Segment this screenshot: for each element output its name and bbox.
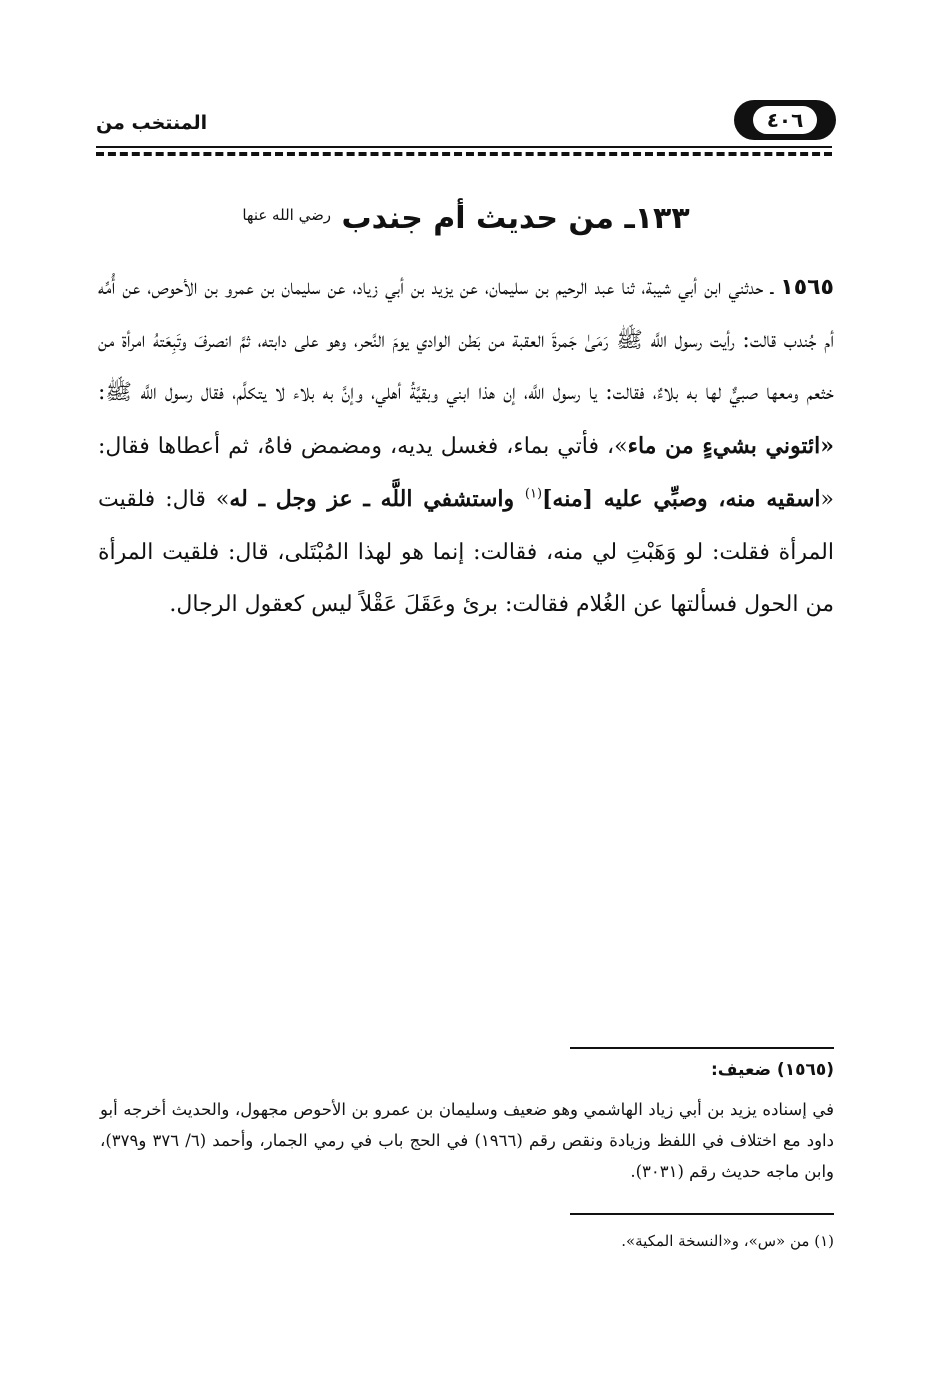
prophet-quote-1: «ائتوني بشيءٍ من ماء <box>627 432 834 459</box>
chapter-heading <box>96 190 836 244</box>
footnote-ref-1: (١) <box>524 486 543 502</box>
footnote-divider <box>570 1047 834 1049</box>
header-divider-dashed <box>96 152 832 156</box>
grading-explanation: في إسناده يزيد بن أبي زياد الهاشمي وهو ضعيف وسليمان بن عمرو بن الأحوص مجهول، والحديث أخرجه أبو داود مع اختلاف في اللفظ وزيادة ونقص رقم (١٩٦٦) في الحج باب في رمي الجمار، وأحمد (٦/ ٣٧٦ و٣٧٩)، وابن ماجه حديث رقم (٣٠٣١). <box>100 1100 834 1181</box>
running-title: المنتخب من <box>96 112 208 134</box>
hadith-end: » قال: فلقيت المرأة فقلت: لو وَهَبْتِ لي منه، فقالت: إنما هو لهذا المُبْتَلى، قال: فلقيت المرأة من الحول فسألتها عن الغُلام فقالت: برئ وعَقَلَ عَقْلاً ليس كعقول الرجال. <box>98 487 834 617</box>
hadith-middle: »، فأتي بماء، فغسل يديه، ومضمض فاهُ، ثم أعطاها فقال: « <box>98 433 835 512</box>
footnote-1: (١) من «س»، و«النسخة المكية». <box>621 1232 834 1250</box>
header-divider-solid <box>96 146 832 148</box>
prophet-quote-1-text: ائتوني بشيءٍ من ماء <box>627 432 821 459</box>
hadith-number: ١٥٦٥ <box>780 275 834 300</box>
hadith-grading: (١٥٦٥) ضعيف: <box>711 1060 834 1080</box>
note-divider <box>570 1213 834 1215</box>
header-divider <box>96 146 832 156</box>
hadith-text <box>98 262 834 632</box>
prophet-quote-3: واستشفي اللَّه ـ عز وجل ـ له <box>229 486 525 512</box>
chapter-title-text: ١٣٣ـ من حديث أم جندب <box>341 201 690 236</box>
honorific: رضي الله عنها <box>242 206 332 224</box>
prophet-quote-2: اسقيه منه، وصبِّي عليه [منه] <box>542 486 821 512</box>
hadith-intro: ـ حدثني ابن أبي شيبة، ثنا عبد الرحيم بن سليمان، عن يزيد بن أبي زياد، عن سليمان بن عمرو بن الأحوص، عن أُمِّه أم جُندب قالت: رأيت رسول اللَّه ﷺ رَمَىٰ جَمرةَ العقبة من بَطن الوادي يومَ النَّحر، وهو على دابته، ثمَّ انصرفَ وتَبِعَتهُ امرأة من خثعم ومعها صبيٌّ لها به بلاءٌ، فقالت: يا رسول اللَّه، إن هذا ابني وبقيَّةُ أهلي، وإنَّ به بلاء لا يتكلَّم، فقال رسول اللَّه ﷺ: <box>98 275 834 405</box>
page-number-badge <box>734 100 836 140</box>
page-header <box>96 98 836 150</box>
page-number: ٤٠٦ <box>753 106 817 134</box>
